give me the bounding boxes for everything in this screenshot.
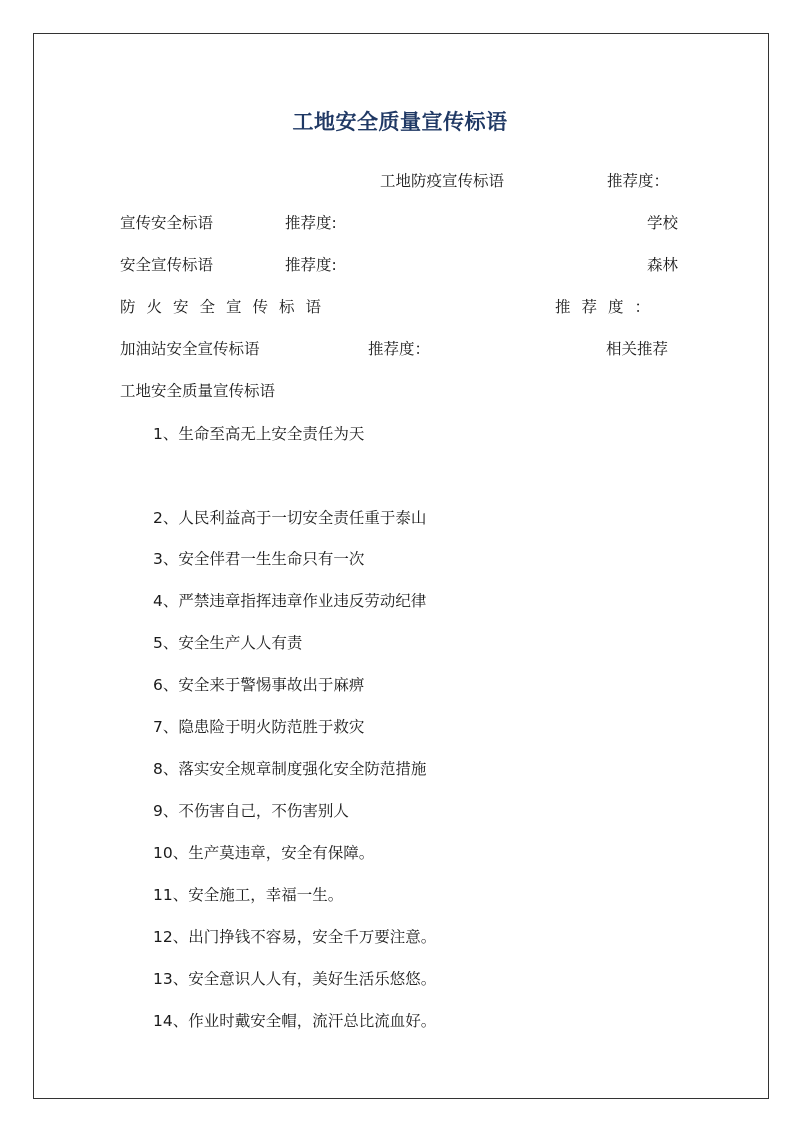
related-link-fire-safety-slogans[interactable]: 防火安全宣传标语 (120, 298, 333, 316)
slogan-item: 12、出门挣钱不容易，安全千万要注意。 (153, 928, 437, 946)
slogan-item: 4、严禁违章指挥违章作业违反劳动纪律 (153, 592, 427, 610)
slogan-item: 8、落实安全规章制度强化安全防范措施 (153, 760, 427, 778)
slogan-item: 9、不伤害自己，不伤害别人 (153, 802, 349, 820)
recommend-label: 推荐度： (607, 172, 670, 190)
related-tag-school[interactable]: 学校 (647, 214, 679, 232)
slogan-item: 14、作业时戴安全帽，流汗总比流血好。 (153, 1012, 437, 1030)
slogan-item: 2、人民利益高于一切安全责任重于泰山 (153, 509, 427, 527)
recommend-label: 推荐度： (555, 298, 662, 316)
slogan-item: 11、安全施工，幸福一生。 (153, 886, 344, 904)
recommend-label: 推荐度: (285, 256, 337, 274)
related-link-safety-publicity-slogans[interactable]: 安全宣传标语 (120, 256, 214, 274)
related-link-safety-slogans[interactable]: 宣传安全标语 (120, 214, 214, 232)
recommend-label: 推荐度: (285, 214, 337, 232)
related-link-epidemic-slogans[interactable]: 工地防疫宣传标语 (380, 172, 505, 190)
related-tag-forest[interactable]: 森林 (647, 256, 679, 274)
related-recommendations-label: 相关推荐 (606, 340, 669, 358)
recommend-label: 推荐度： (368, 340, 431, 358)
related-link-gas-station-slogans[interactable]: 加油站安全宣传标语 (120, 340, 260, 358)
slogan-item: 5、安全生产人人有责 (153, 634, 303, 652)
section-heading: 工地安全质量宣传标语 (120, 382, 276, 400)
document-title: 工地安全质量宣传标语 (292, 110, 508, 134)
slogan-item: 1、生命至高无上安全责任为天 (153, 425, 365, 443)
slogan-item: 6、安全来于警惕事故出于麻痹 (153, 676, 365, 694)
slogan-item: 7、隐患险于明火防范胜于救灾 (153, 718, 365, 736)
slogan-item: 13、安全意识人人有，美好生活乐悠悠。 (153, 970, 437, 988)
slogan-item: 3、安全伴君一生生命只有一次 (153, 550, 365, 568)
slogan-item: 10、生产莫违章，安全有保障。 (153, 844, 375, 862)
